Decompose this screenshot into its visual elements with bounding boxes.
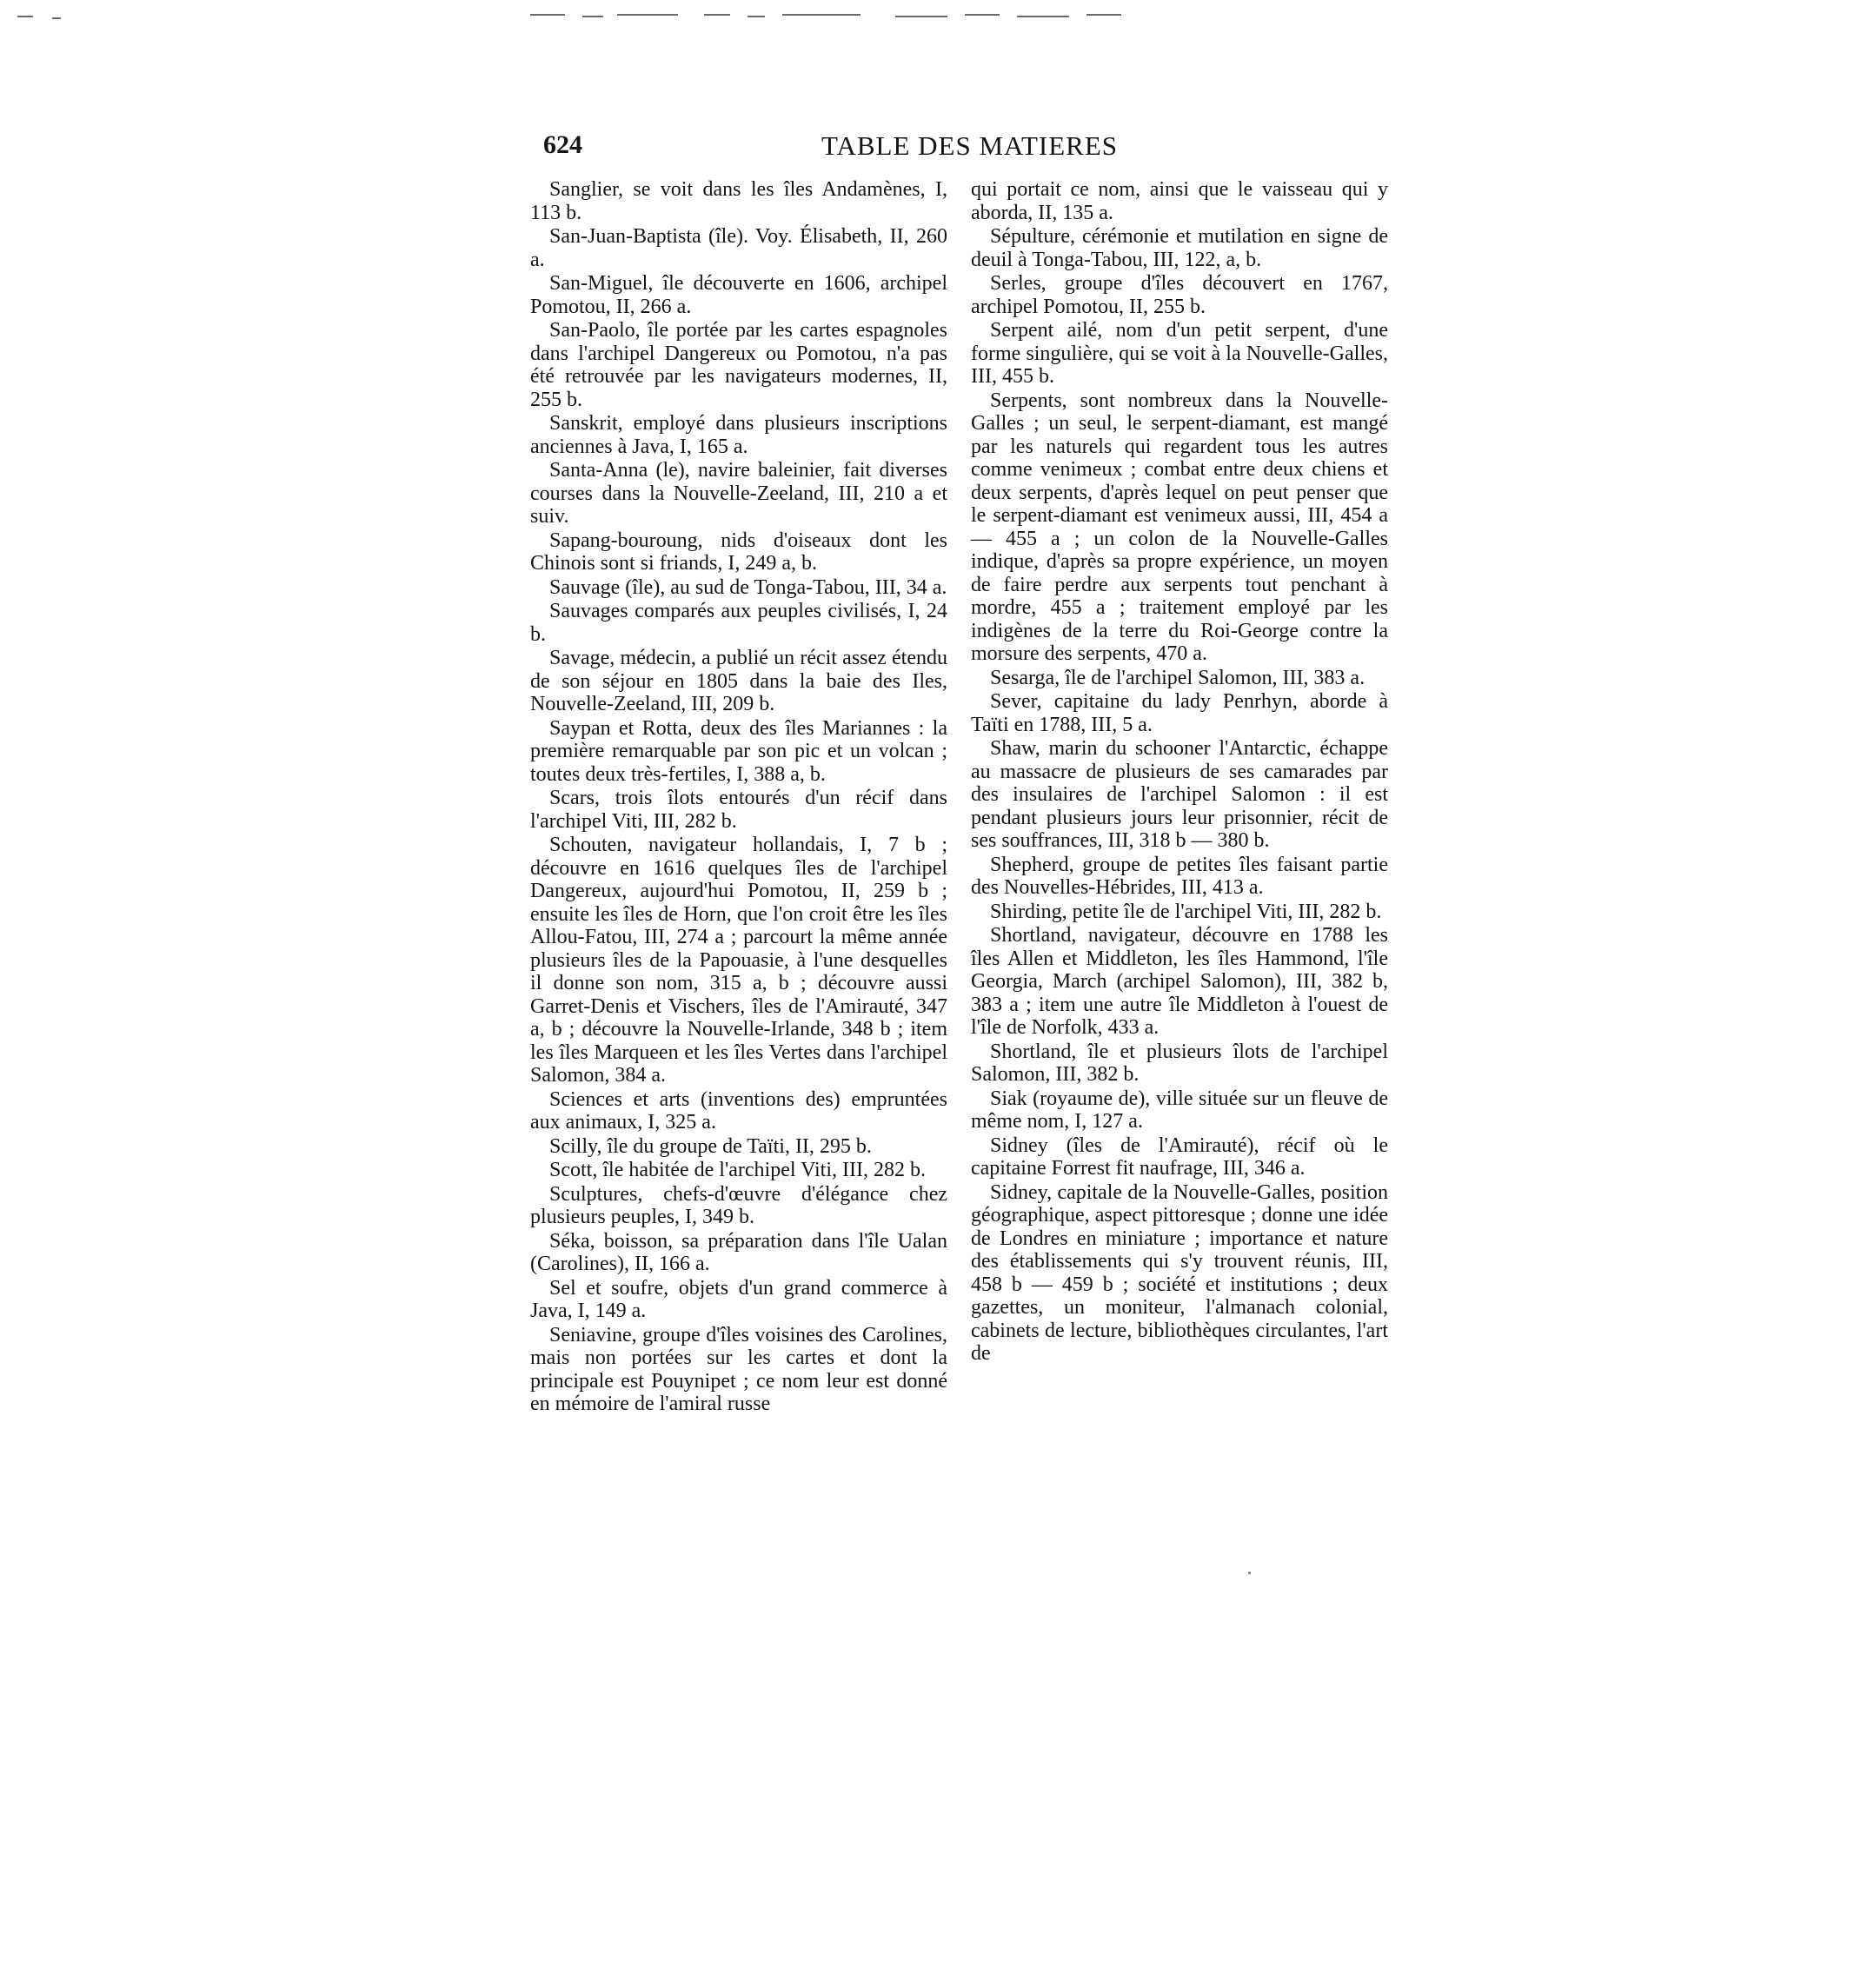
index-entry: Serles, groupe d'îles découvert en 1767, archipel Pomotou, II, 255 b. xyxy=(971,272,1388,318)
index-entry: Sapang-bouroung, nids d'oiseaux dont les Chinois sont si friands, I, 249 a, b. xyxy=(530,529,947,575)
index-entry: Siak (royaume de), ville située sur un fleuve de même nom, I, 127 a. xyxy=(971,1087,1388,1133)
index-entry: Séka, boisson, sa préparation dans l'île Ualan (Carolines), II, 166 a. xyxy=(530,1229,947,1275)
index-entry: Serpent ailé, nom d'un petit serpent, d'une forme singulière, qui se voit à la Nouvelle-Galles, III, 455 b. xyxy=(971,319,1388,388)
index-entry: Shirding, petite île de l'archipel Viti, III, 282 b. xyxy=(990,900,1382,923)
index-entry: Scott, île habitée de l'archipel Viti, III, 282 b. xyxy=(549,1159,926,1181)
running-head xyxy=(543,130,1817,174)
index-entry: Savage, médecin, a publié un récit assez étendu de son séjour en 1805 dans la baie des Iles, Nouvelle-Zeeland, III, 209 b. xyxy=(530,647,947,715)
index-entry: Sanskrit, employé dans plusieurs inscriptions anciennes à Java, I, 165 a. xyxy=(530,412,947,458)
index-entry: Scilly, île du groupe de Taïti, II, 295 b. xyxy=(549,1134,872,1158)
index-entry: Seniavine, groupe d'îles voisines des Carolines, mais non portées sur les cartes et dont la principale est Pouynipet ; ce nom leur est donné en mémoire de l'amiral russe xyxy=(530,1323,947,1415)
index-entry: Sanglier, se voit dans les îles Andamènes, I, 113 b. xyxy=(530,178,947,224)
index-entry: Saypan et Rotta, deux des îles Mariannes : la première remarquable par son pic et un volcan ; toutes deux très-fertiles, I, 388 a, b. xyxy=(530,716,947,786)
scan-artifact-marks xyxy=(17,5,1147,26)
index-entry: Sever, capitaine du lady Penrhyn, aborde à Taïti en 1788, III, 5 a. xyxy=(971,690,1388,736)
page-header-title: TABLE DES MATIERES xyxy=(821,130,1119,161)
index-entry: Sauvages comparés aux peuples civilisés, I, 24 b. xyxy=(530,600,947,646)
index-entry: Sciences et arts (inventions des) empruntées aux animaux, I, 325 a. xyxy=(530,1087,947,1134)
index-entry: Schouten, navigateur hollandais, I, 7 b ; découvre en 1616 quelques îles de l'archipel Dangereux, aujourd'hui Pomotou, II, 259 b ; ensuite les îles de Horn, que l'on croit être les îles Allou-Fatou, III, 274 a ; parcourt la même année plusieurs îles de la Papouasie, à l'une desquelles il donne son nom, 315 a, b ; découvre aussi Garret-Denis et Vischers, îles de l'Amirauté, 347 a, b ; découvre la Nouvelle-Irlande, 348 b ; item les îles Marqueen et les îles Vertes dans l'archipel Salomon, 384 a. xyxy=(530,834,947,1087)
index-entry: Santa-Anna (le), navire baleinier, fait diverses courses dans la Nouvelle-Zeeland, III, 210 a et suiv. xyxy=(530,459,947,528)
index-entry: qui portait ce nom, ainsi que le vaisseau qui y aborda, II, 135 a. xyxy=(971,178,1388,224)
index-column-right xyxy=(971,178,1388,1366)
index-entry: Sidney, capitale de la Nouvelle-Galles, position géographique, aspect pittoresque ; donne une idée de Londres en miniature ; importance et nature des établissements qui s'y trouvent réunis, III, 458 b — 459 b ; société et institutions ; deux gazettes, un moniteur, l'almanach colonial, cabinets de lecture, bibliothèques circulantes, l'art de xyxy=(971,1180,1388,1365)
index-entry: Sel et soufre, objets d'un grand commerce à Java, I, 149 a. xyxy=(530,1276,947,1322)
index-entry: Shepherd, groupe de petites îles faisant partie des Nouvelles-Hébrides, III, 413 a. xyxy=(971,853,1388,899)
index-entry: Sidney (îles de l'Amirauté), récif où le capitaine Forrest fit naufrage, III, 346 a. xyxy=(971,1134,1388,1180)
index-entry: Sesarga, île de l'archipel Salomon, III, 383 a. xyxy=(990,666,1366,689)
index-entry: Sauvage (île), au sud de Tonga-Tabou, III, 34 a. xyxy=(549,575,947,599)
index-entry: San-Juan-Baptista (île). Voy. Élisabeth, II, 260 a. xyxy=(530,225,947,271)
index-entry: Shortland, île et plusieurs îlots de l'archipel Salomon, III, 382 b. xyxy=(971,1040,1388,1086)
index-entry: San-Miguel, île découverte en 1606, archipel Pomotou, II, 266 a. xyxy=(530,272,947,318)
index-entry: Sculptures, chefs-d'œuvre d'élégance chez plusieurs peuples, I, 349 b. xyxy=(530,1182,947,1228)
scan-speck xyxy=(1248,1572,1251,1574)
index-column-left xyxy=(530,178,947,1417)
index-entry: Shaw, marin du schooner l'Antarctic, échappe au massacre de plusieurs de ses camarades par des insulaires de l'archipel Salomon : il est pendant plusieurs jours leur prisonnier, récit de ses souffrances, III, 318 b — 380 b. xyxy=(971,737,1388,852)
index-entry: Serpents, sont nombreux dans la Nouvelle-Galles ; un seul, le serpent-diamant, est mangé par les naturels qui regardent tous les autres comme venimeux ; combat entre deux chiens et deux serpents, d'après lequel on peut penser que le serpent-diamant est venimeux aussi, III, 454 a — 455 a ; un colon de la Nouvelle-Galles indique, d'après sa propre expérience, un moyen de faire perdre aux serpents tout penchant à mordre, 455 a ; traitement employé par les indigènes de la terre du Roi-George contre la morsure des serpents, 470 a. xyxy=(971,389,1388,665)
index-entry: Sépulture, cérémonie et mutilation en signe de deuil à Tonga-Tabou, III, 122, a, b. xyxy=(971,225,1388,271)
index-entry: Scars, trois îlots entourés d'un récif dans l'archipel Viti, III, 282 b. xyxy=(530,787,947,833)
index-entry: Shortland, navigateur, découvre en 1788 les îles Allen et Middleton, les îles Hammond, l'île Georgia, March (archipel Salomon), III, 382 b, 383 a ; item une autre île Middleton à l'ouest de l'île de Norfolk, 433 a. xyxy=(971,924,1388,1039)
page-number: 624 xyxy=(543,130,582,159)
index-entry: San-Paolo, île portée par les cartes espagnoles dans l'archipel Dangereux ou Pomotou, n'a pas été retrouvée par les navigateurs modernes, II, 255 b. xyxy=(530,319,947,411)
